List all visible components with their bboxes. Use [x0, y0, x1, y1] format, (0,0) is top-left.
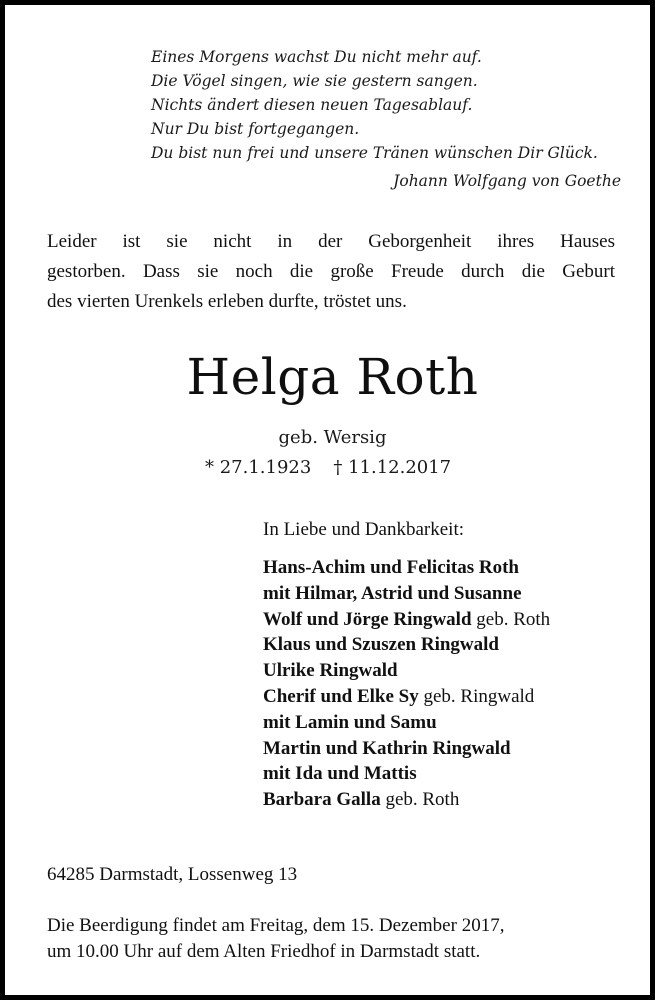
- address: 64285 Darmstadt, Lossenweg 13: [47, 864, 298, 885]
- mourner-note: geb. Ringwald: [418, 685, 535, 707]
- mourner-row: [263, 658, 623, 684]
- mourner-row: [263, 555, 623, 581]
- mourner-names: Klaus und Szuszen Ringwald: [263, 634, 499, 656]
- mourner-names: Wolf und Jörge Ringwald: [263, 608, 472, 630]
- intro-line: des vierten Urenkels erleben durfte, tröstet uns.: [47, 291, 407, 312]
- birth-date: * 27.1.1923: [205, 457, 312, 478]
- funeral-notice: [47, 913, 619, 965]
- poem-block: [151, 45, 621, 193]
- mourner-names: Hans-Achim und Felicitas Roth: [263, 557, 519, 578]
- poem-line: Du bist nun frei und unsere Tränen wünschen Dir Glück.: [151, 144, 598, 162]
- mourners-list: [263, 555, 623, 813]
- mourner-note: geb. Roth: [380, 789, 460, 811]
- mourner-note: geb. Roth: [471, 608, 551, 630]
- poem-line: Nur Du bist fortgegangen.: [151, 120, 360, 138]
- mourner-names: Ulrike Ringwald: [263, 660, 398, 682]
- mourner-names: Martin und Kathrin Ringwald: [263, 737, 511, 759]
- mourner-row: [263, 710, 623, 736]
- mourner-row: [263, 684, 623, 710]
- poem-line: Die Vögel singen, wie sie gestern sangen.: [151, 72, 478, 90]
- mourner-row: [263, 581, 623, 607]
- intro-paragraph: [47, 227, 615, 317]
- funeral-line: um 10.00 Uhr auf dem Alten Friedhof in Darmstadt statt.: [47, 941, 481, 962]
- mourner-names: mit Lamin und Samu: [263, 711, 437, 733]
- mourner-row: [263, 607, 623, 633]
- mourner-names: Barbara Galla: [263, 789, 381, 811]
- life-dates: [205, 453, 505, 483]
- funeral-line: Die Beerdigung findet am Freitag, dem 15. Dezember 2017,: [47, 915, 505, 936]
- mourner-names: mit Ida und Mattis: [263, 763, 417, 785]
- death-date: † 11.12.2017: [333, 457, 452, 478]
- mourner-names: Cherif und Elke Sy: [263, 685, 419, 707]
- mourner-row: [263, 632, 623, 658]
- mourner-row: [263, 787, 623, 813]
- intro-line: Leider ist sie nicht in der Geborgenheit ihres Hauses: [47, 231, 615, 252]
- poem-line: Eines Morgens wachst Du nicht mehr auf.: [151, 48, 482, 66]
- mourners-heading: In Liebe und Dankbarkeit:: [263, 519, 465, 540]
- poem-line: Nichts ändert diesen neuen Tagesablauf.: [151, 96, 473, 114]
- deceased-name: Helga Roth: [186, 348, 479, 406]
- poem-author: Johann Wolfgang von Goethe: [393, 172, 621, 190]
- mourner-row: [263, 736, 623, 762]
- mourner-names: mit Hilmar, Astrid und Susanne: [263, 582, 522, 604]
- intro-line: gestorben. Dass sie noch die große Freude durch die Geburt: [47, 261, 615, 282]
- maiden-name: geb. Wersig: [278, 427, 387, 448]
- mourner-row: [263, 761, 623, 787]
